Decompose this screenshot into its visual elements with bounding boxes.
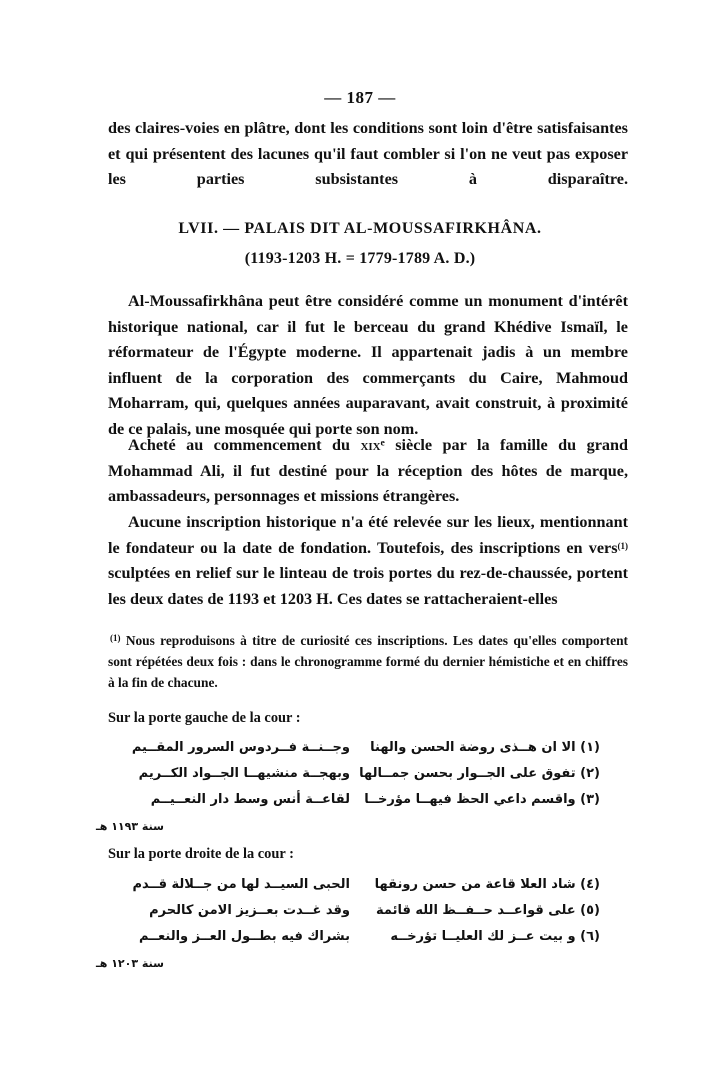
inscription-first-hemistich: (٤) شاد العلا قاعة من حسن رونقها xyxy=(374,877,600,892)
inscription-first-hemistich: (٥) على قواعــد حــفــظ الله قائمة xyxy=(375,903,600,918)
inscription-first-hemistich: (١) الا ان هــذى روضة الحسن والهنا xyxy=(370,740,600,755)
footnote-mark: (1) xyxy=(110,633,121,643)
door-right-label: Sur la porte droite de la cour : xyxy=(108,846,294,862)
inscription-line xyxy=(140,766,600,792)
paragraph-inscriptions xyxy=(108,510,628,612)
inscription-line xyxy=(132,877,600,903)
inscription-line xyxy=(131,740,600,766)
section-title: LVII. — PALAIS DIT AL-MOUSSAFIRKHÂNA. xyxy=(178,220,542,237)
inscription-first-hemistich: (٦) ﻭ بيت عــز لك العليــا تؤرخــه xyxy=(390,929,600,944)
page-number: — 187 — xyxy=(324,88,396,107)
inscription-first-hemistich: (٣) واقسم داعي الحظ فيهــا مؤرخــا xyxy=(364,792,600,807)
inscription-second-hemistich: بشراك فيه بطــول العــز والنعــم xyxy=(138,929,350,944)
inscription-line xyxy=(140,792,600,818)
inscription-second-hemistich: وبهجــة منشيهــا الجــواد الكــريم xyxy=(138,766,350,781)
century-numeral: xixᵉ xyxy=(360,436,385,454)
paragraph-acquisition-start: Acheté au commencement du xyxy=(128,436,361,454)
inscription-second-hemistich: وقد غــدت بعــزيز الامن كالحرم xyxy=(149,903,350,918)
paragraph-acquisition xyxy=(108,433,628,510)
inscription-year: سنة ١١٩٣ هـ xyxy=(96,820,164,833)
paragraph-history: Al-Moussafirkhâna peut être considéré comme un monument d'intérêt historique national, car il fut le berceau du grand Khédive Ismaïl, le réformateur de l'Égypte moderne. Il appartenait jadis à un membre influent de la corporation des commerçants du Caire, Mahmoud Moharram, qui, quelques années auparavant, avait construit, à proximité de ce palais, une mosquée qui porte son nom. xyxy=(108,292,628,438)
inscription-line xyxy=(140,929,600,955)
footnote-reference: (1) xyxy=(617,540,628,551)
paragraph-inscriptions-end: sculptées en relief sur le linteau de trois portes du rez-de-chaussée, portent les deux dates de 1193 et 1203 H. Ces dates se rattacheraient-elles xyxy=(108,564,628,608)
door-left-label: Sur la porte gauche de la cour : xyxy=(108,710,301,726)
paragraph-continuation: des claires-voies en plâtre, dont les conditions sont loin d'être satisfaisantes et qui présentent des lacunes qu'il faut combler si l'on ne veut pas exposer les parties subsistantes à disparaître. xyxy=(108,119,628,188)
footnote-text: Nous reproduisons à titre de curiosité ces inscriptions. Les dates qu'elles comportent sont répétées deux fois : dans le chronogramme formé du dernier hémistiche et en chiffres à la fin de chacune. xyxy=(108,633,628,690)
paragraph-inscriptions-start: Aucune inscription historique n'a été relevée sur les lieux, mentionnant le fondateur ou la date de fondation. Toutefois, des inscriptions en vers xyxy=(108,513,628,557)
paragraph-acquisition-end: siècle par la famille du grand Mohammad Ali, il fut destiné pour la réception des hôtes de marque, ambassadeurs, personnages et missions étrangères. xyxy=(108,436,628,505)
inscription-year: سنة ١٢٠٣ هـ xyxy=(96,957,164,970)
inscription-first-hemistich: (٢) تفوق على الجــوار بحسن جمــالها xyxy=(359,766,600,781)
inscription-second-hemistich: وجــنــة فــردوس السرور المقــيم xyxy=(131,740,350,755)
inscription-second-hemistich: لقاعــة أنس وسط دار النعــيــم xyxy=(150,792,350,807)
section-dates: (1193-1203 H. = 1779-1789 A. D.) xyxy=(244,250,476,267)
footnote xyxy=(108,630,628,693)
inscription-second-hemistich: الحبى السيــد لها من جــلالة قــدم xyxy=(132,877,350,892)
inscription-line xyxy=(140,903,600,929)
